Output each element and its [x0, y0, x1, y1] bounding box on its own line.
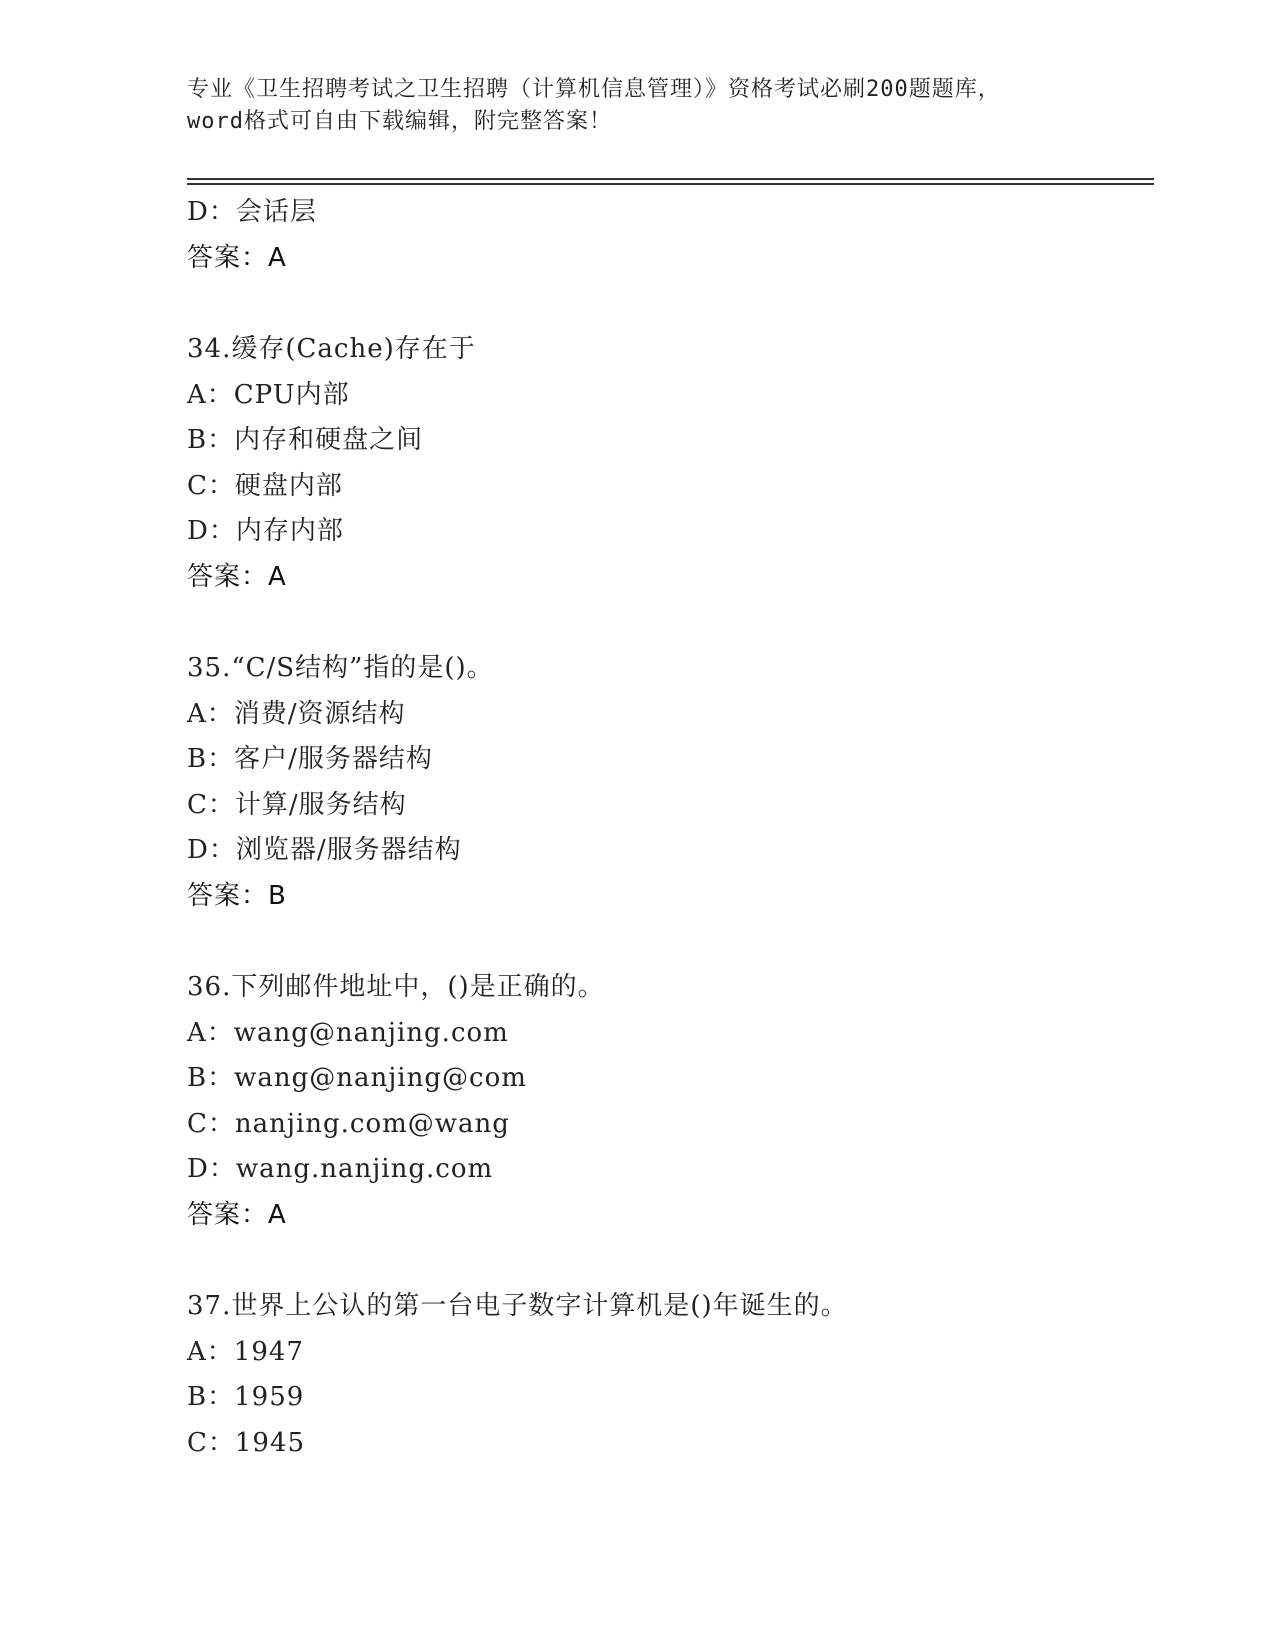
- option-d: D：内存内部: [187, 516, 344, 546]
- question-list: [187, 190, 1147, 1466]
- spacer: [187, 919, 1147, 965]
- question-stem: 34.缓存(Cache)存在于: [187, 334, 476, 364]
- question-37: [187, 1284, 1147, 1466]
- option-c: C：1945: [187, 1427, 306, 1458]
- carryover-option-d: D：会话层: [187, 197, 317, 227]
- option-c: C：硬盘内部: [187, 470, 343, 501]
- question-36: [187, 965, 1147, 1238]
- option-c: C：计算/服务结构: [187, 789, 407, 820]
- answer: 答案：A: [187, 1199, 287, 1230]
- option-a: A：CPU内部: [187, 379, 350, 410]
- carryover-answer: 答案：A: [187, 242, 287, 273]
- question-stem: 36.下列邮件地址中，()是正确的。: [187, 972, 605, 1002]
- option-b: B：wang@nanjing@com: [187, 1063, 527, 1093]
- header-divider-bottom: [187, 183, 1154, 185]
- option-a: A：1947: [187, 1336, 304, 1367]
- option-a: A：消费/资源结构: [187, 698, 406, 729]
- option-a: A：wang@nanjing.com: [187, 1017, 509, 1048]
- document-header: [187, 74, 1087, 138]
- answer: 答案：B: [187, 880, 287, 911]
- question-stem: 35.“C/S结构”指的是()。: [187, 653, 494, 683]
- option-d: D：浏览器/服务器结构: [187, 835, 462, 865]
- option-d: D：wang.nanjing.com: [187, 1154, 494, 1184]
- header-divider-top: [187, 178, 1154, 180]
- option-b: B：客户/服务器结构: [187, 744, 433, 774]
- header-title-line-1: 专业《卫生招聘考试之卫生招聘（计算机信息管理）》资格考试必刷200题题库，: [187, 77, 1001, 102]
- option-c: C：nanjing.com@wang: [187, 1108, 510, 1139]
- question-stem: 37.世界上公认的第一台电子数字计算机是()年诞生的。: [187, 1291, 848, 1321]
- question-34: [187, 327, 1147, 600]
- spacer: [187, 600, 1147, 646]
- question-35: [187, 646, 1147, 919]
- spacer: [187, 281, 1147, 327]
- option-b: B：内存和硬盘之间: [187, 425, 424, 455]
- option-b: B：1959: [187, 1382, 305, 1412]
- spacer: [187, 1238, 1147, 1284]
- answer: 答案：A: [187, 561, 287, 592]
- header-title-line-2: word格式可自由下载编辑，附完整答案！: [187, 109, 612, 134]
